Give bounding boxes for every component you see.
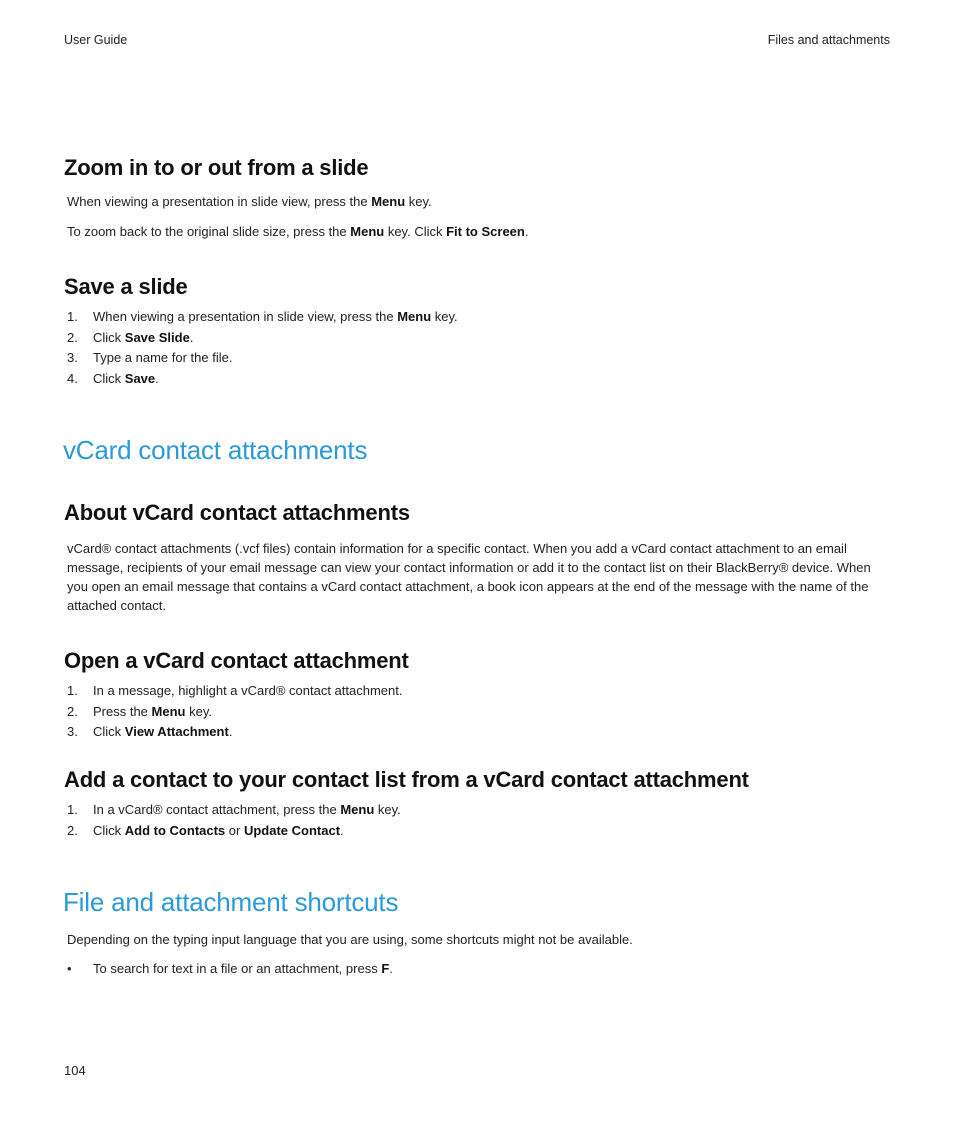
list-item: 4. Click Save.	[67, 370, 159, 386]
shortcuts-intro: Depending on the typing input language that you are using, some shortcuts might not be available.	[67, 932, 633, 947]
open-vcard-steps	[67, 681, 402, 743]
shortcuts-list	[67, 959, 393, 980]
list-item: 1. In a message, highlight a vCard® contact attachment.	[67, 683, 403, 698]
list-item: 2. Click Save Slide.	[67, 329, 194, 345]
about-vcard-heading: About vCard contact attachments	[64, 500, 410, 525]
list-item: 3. Type a name for the file.	[67, 350, 233, 366]
zoom-heading: Zoom in to or out from a slide	[64, 155, 369, 180]
running-header-left: User Guide	[64, 33, 128, 47]
zoom-paragraph-1: When viewing a presentation in slide view, press the Menu key.	[67, 194, 432, 209]
open-vcard-heading: Open a vCard contact attachment	[64, 648, 409, 673]
list-item: 1. In a vCard® contact attachment, press the Menu key.	[67, 802, 401, 817]
add-contact-heading: Add a contact to your contact list from a vCard contact attachment	[64, 767, 749, 792]
list-item: 3. Click View Attachment.	[67, 724, 233, 740]
list-item: 1. When viewing a presentation in slide view, press the Menu key.	[67, 309, 458, 324]
list-item: • To search for text in a file or an attachment, press F.	[67, 961, 393, 976]
running-header-right: Files and attachments	[767, 33, 890, 47]
save-slide-heading: Save a slide	[64, 274, 188, 299]
about-vcard-paragraph: vCard® contact attachments (.vcf files) contain information for a specific contact. When you add a vCard contact attachment to an email message, recipients of your email message can view your contact information or add it to the contact list on their BlackBerry® device. When you open an email message that contains a vCard contact attachment, a book icon appears at the end of the message with the name of the attached contact.	[67, 541, 871, 613]
shortcuts-chapter-heading: File and attachment shortcuts	[63, 887, 399, 917]
zoom-paragraph-2: To zoom back to the original slide size, press the Menu key. Click Fit to Screen.	[67, 224, 529, 239]
list-item: 2. Press the Menu key.	[67, 703, 212, 719]
save-slide-steps	[67, 307, 458, 389]
add-contact-steps	[67, 800, 401, 841]
vcard-chapter-heading: vCard contact attachments	[63, 435, 368, 465]
list-item: 2. Click Add to Contacts or Update Contact.	[67, 822, 344, 838]
page-number: 104	[64, 1063, 86, 1078]
